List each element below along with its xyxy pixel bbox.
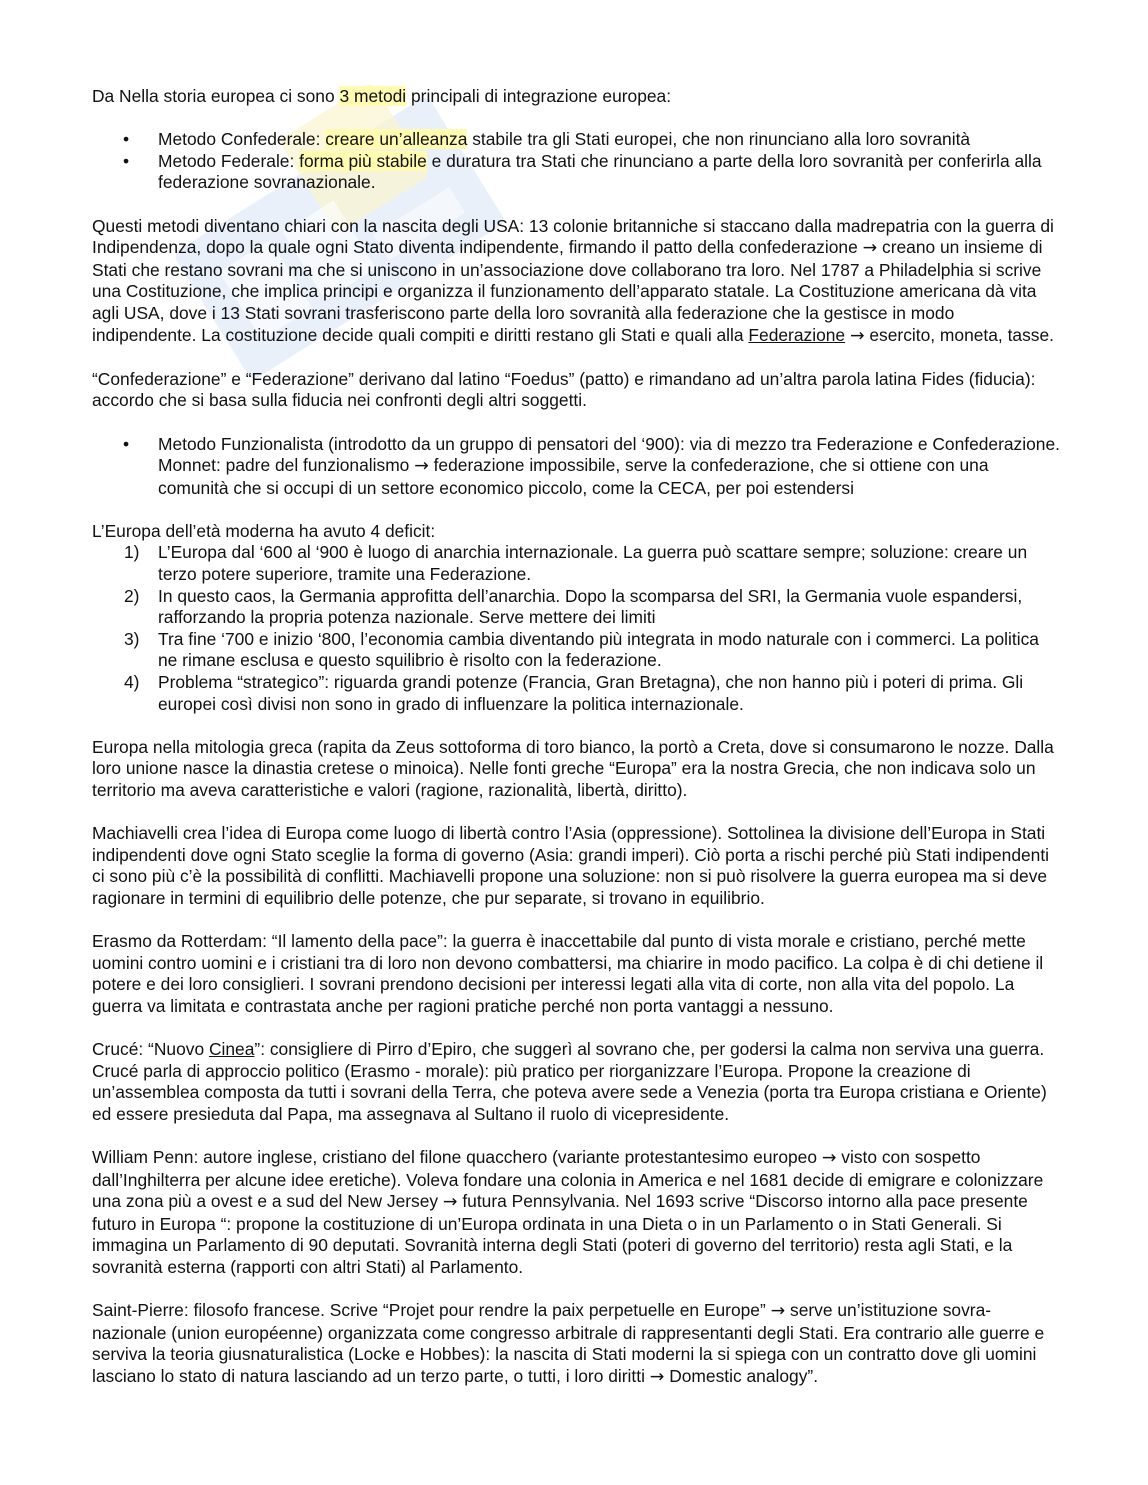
list-item-federale: • Metodo Federale: forma più stabile e duratura tra Stati che rinunciano a parte della loro sovranità per conferirla alla federazione sovranazionale.	[92, 151, 1060, 194]
intro-line: Da Nella storia europea ci sono 3 metodi principali di integrazione europea:	[92, 86, 672, 106]
arrow-right-icon: →	[821, 1148, 837, 1169]
arrow-right-icon: →	[862, 238, 878, 259]
list-item-confederale: • Metodo Confederale: creare un’alleanza stabile tra gli Stati europei, che non rinunciano alla loro sovranità	[92, 129, 1060, 151]
paragraph-penn: William Penn: autore inglese, cristiano del filone quacchero (variante protestantesimo europeo → visto con sospetto dall’Inghilterra per alcune idee eretiche). Voleva fondare una colonia in America e nel 1681 decide di emigrare e colonizzare una zona più a ovest e a sud del New Jersey → futura Pennsylvania. Nel 1693 scrive “Discorso intorno alla pace presente futuro in Europa “: propone la costituzione di un’Europa ordinata in una Dieta o in un Parlamento o in Stati Generali. Si immagina un Parlamento di 90 deputati. Sovranità interna degli Stati (poteri di governo del territorio) resta agli Stati, e la sovranità esterna (rapporti con altri Stati) al Parlamento.	[92, 1147, 1044, 1278]
paragraph-erasmo: Erasmo da Rotterdam: “Il lamento della pace”: la guerra è inaccettabile dal punto di vista morale e cristiano, perché mette uomini contro uomini e i cristiani tra di loro non devono combattersi, ma chiarire in modo pacifico. La colpa è di chi detiene il potere e dei loro consiglieri. I sovrani prendono decisioni per interessi legati alla vita di corte, non alla vita del popolo. La guerra va limitata e contrastata anche per ragioni pratiche perché non porta vantaggi a nessuno.	[92, 931, 1044, 1016]
paragraph-usa: Questi metodi diventano chiari con la nascita degli USA: 13 colonie britanniche si staccano dalla madrepatria con la guerra di Indipendenza, dopo la quale ogni Stato diventa indipendente, firmando il patto della confederazione → creano un insieme di Stati che restano sovrani ma che si uniscono in un’associazione dove collaborano tra loro. Nel 1787 a Philadelphia si scrive una Costituzione, che implica principi e organizza il funzionamento dell’apparato statale. La Costituzione americana dà vita agli USA, dove i 13 Stati sovrani trasferiscono parte della loro sovranità alla federazione che la gestisce in modo indipendente. La costituzione decide quali compiti e diritti restano gli Stati e quali alla Federazione → esercito, moneta, tasse.	[92, 215, 1054, 346]
arrow-right-icon: →	[770, 1301, 786, 1322]
paragraph-machiavelli: Machiavelli crea l’idea di Europa come luogo di libertà contro l’Asia (oppressione). Sottolinea la divisione dell’Europa in Stati indipendenti dove ogni Stato sceglie la forma di governo (Asia: grandi imperi). Ciò porta a rischi perché più Stati indipendenti ci sono più c’è la possibilità di conflitti. Machiavelli propone una soluzione: non si può risolvere la guerra europea ma si deve ragionare in termini di equilibrio delle potenze, che pur separate, si trovano in equilibrio.	[92, 823, 1050, 908]
methods-list-funzionalista	[92, 434, 1060, 500]
list-item-deficit: 1) L’Europa dal ‘600 al ‘900 è luogo di anarchia internazionale. La guerra può scattare sempre; soluzione: creare un terzo potere superiore, tramite una Federazione.	[124, 542, 1028, 585]
list-item-funzionalista: • Metodo Funzionalista (introdotto da un gruppo di pensatori del ‘900): via di mezzo tra Federazione e Confederazione. Monnet: padre del funzionalismo → federazione impossibile, serve la confederazione, che si ottiene con una comunità che si occupi di un settore economico piccolo, come la CECA, per poi estendersi	[92, 434, 1060, 500]
highlight-confederale: creare un’alleanza	[325, 129, 468, 150]
underlined-cinea: Cinea	[208, 1039, 255, 1060]
paragraph-cruce: Crucé: “Nuovo Cinea”: consigliere di Pirro d’Epiro, che suggerì al sovrano che, per godersi la calma non serviva una guerra. Crucé parla di approccio politico (Erasmo - morale): più pratico per riorganizzare l’Europa. Propone la creazione di un’assemblea composta da tutti i sovrani della Terra, che poteva avere sede a Venezia (porta tra Europa cristiana e Oriente) ed essere presieduta dal Papa, ma assegnava al Sultano il ruolo di vicepresidente.	[92, 1039, 1047, 1124]
arrow-right-icon: →	[849, 325, 865, 346]
paragraph-foedus: “Confederazione” e “Federazione” derivano dal latino “Foedus” (patto) e rimandano ad un’altra parola latina Fides (fiducia): accordo che si basa sulla fiducia nei confronti degli altri soggetti.	[92, 368, 1036, 411]
methods-list	[92, 129, 1060, 194]
paragraph-mitologia: Europa nella mitologia greca (rapita da Zeus sottoforma di toro bianco, la portò a Creta, dove si consumarono le nozze. Dalla loro unione nasce la dinastia cretese o minoica). Nelle fonti greche “Europa” era la nostra Grecia, che non indicava solo un territorio ma aveva caratteristiche e valori (ragione, razionalità, libertà, diritto).	[92, 736, 1054, 800]
document-body	[92, 86, 1060, 1410]
paragraph-saint-pierre: Saint-Pierre: filosofo francese. Scrive “Projet pour rendre la paix perpetuelle en Europe” → serve un’istituzione sovra-nazionale (union européenne) organizzata come congresso arbitrale di rappresentanti degli Stati. Era contrario alle guerre e serviva la teoria giusnaturalistica (Locke e Hobbes): la nascita di Stati moderni la si spiega con un contratto dove gli uomini lasciano lo stato di natura lasciando ad un terzo parte, o tutti, i loro diritti → Domestic analogy”.	[92, 1300, 1045, 1388]
highlight-three-methods: 3 metodi	[339, 86, 407, 106]
deficits-list	[92, 542, 1060, 715]
list-item-deficit: 3) Tra fine ‘700 e inizio ‘800, l’economia cambia diventando più integrata in modo naturale con i commerci. La politica ne rimane esclusa e questo squilibrio è risolto con la federazione.	[124, 628, 1039, 671]
list-item-deficit: 2) In questo caos, la Germania approfitta dell’anarchia. Dopo la scomparsa del SRI, la Germania vuole espandersi, rafforzando la propria potenza nazionale. Serve mettere dei limiti	[124, 585, 1023, 628]
deficit-intro: L’Europa dell’età moderna ha avuto 4 deficit:	[92, 520, 436, 541]
arrow-right-icon: →	[442, 1192, 458, 1213]
underlined-federazione: Federazione	[748, 324, 846, 345]
highlight-federale: forma più stabile	[299, 150, 427, 171]
arrow-right-icon: →	[649, 1367, 665, 1388]
list-item-deficit: 4) Problema “strategico”: riguarda grandi potenze (Francia, Gran Bretagna), che non hanno più i poteri di prima. Gli europei così divisi non sono in grado di influenzare la politica internazionale.	[124, 672, 1024, 714]
arrow-right-icon: →	[414, 456, 429, 477]
